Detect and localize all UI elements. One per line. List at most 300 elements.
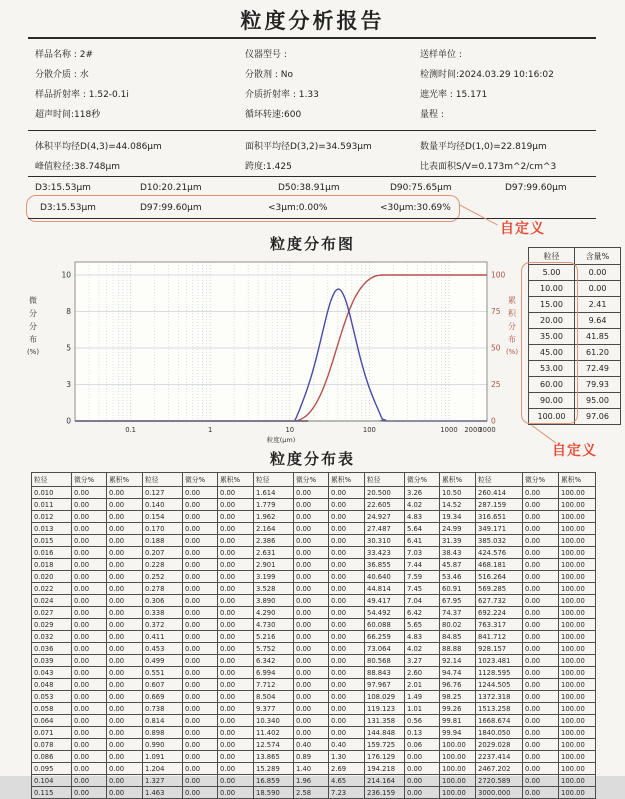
dist-table-row (32, 499, 596, 511)
dist-diff-cell: 0.89 (294, 751, 329, 763)
dist-diff-cell: 0.00 (183, 655, 218, 667)
dist-diff-cell: 0.00 (183, 739, 218, 751)
dist-diff-cell: 0.00 (72, 715, 107, 727)
dist-size-cell: 1244.505 (476, 679, 523, 691)
dvalues-row (35, 183, 595, 193)
dist-size-cell: 0.411 (143, 631, 183, 643)
dist-table-row (32, 739, 596, 751)
dist-cum-cell: 96.76 (440, 679, 476, 691)
dist-table-row (32, 679, 596, 691)
custom-values-row (40, 203, 470, 213)
dist-cum-cell: 0.00 (329, 523, 365, 535)
dist-cum-cell: 7.23 (329, 787, 365, 799)
info-row (35, 107, 595, 120)
side-column-highlight-box (521, 262, 578, 424)
dist-cum-cell: 0.00 (107, 607, 143, 619)
dist-diff-cell: 0.00 (405, 751, 440, 763)
dist-cum-cell: 100.00 (559, 655, 596, 667)
dist-size-cell: 0.207 (143, 547, 183, 559)
dist-size-cell: 2.901 (254, 559, 294, 571)
dist-diff-cell: 0.00 (523, 787, 559, 799)
dist-cum-cell: 0.00 (218, 679, 254, 691)
custom-annotation-label: 自定义 (552, 443, 597, 459)
dist-cum-cell: 31.39 (440, 535, 476, 547)
dist-cum-cell: 100.00 (559, 595, 596, 607)
dist-cum-cell: 0.00 (107, 511, 143, 523)
dist-size-cell: 0.039 (32, 655, 72, 667)
dist-cum-cell: 100.00 (559, 727, 596, 739)
dist-cum-cell: 0.00 (218, 739, 254, 751)
dist-size-cell: 0.011 (32, 499, 72, 511)
dist-diff-cell: 2.01 (405, 679, 440, 691)
dist-size-cell: 1023.481 (476, 655, 523, 667)
dist-diff-cell: 1.01 (405, 703, 440, 715)
dist-cum-cell: 10.50 (440, 487, 476, 499)
dist-cum-cell: 100.00 (440, 787, 476, 799)
dist-size-cell: 1128.595 (476, 667, 523, 679)
dist-diff-cell: 0.00 (72, 559, 107, 571)
dist-diff-cell: 0.00 (294, 487, 329, 499)
dist-diff-cell: 0.00 (72, 679, 107, 691)
dist-size-cell: 0.278 (143, 583, 183, 595)
dist-cum-cell: 0.00 (329, 547, 365, 559)
dist-diff-cell: 0.00 (523, 751, 559, 763)
dist-diff-cell: 0.00 (183, 511, 218, 523)
dist-size-cell: 0.043 (32, 667, 72, 679)
dist-cum-cell: 0.00 (218, 703, 254, 715)
dist-size-cell: 40.640 (365, 571, 405, 583)
dist-diff-cell: 0.00 (294, 571, 329, 583)
dist-diff-cell: 0.00 (183, 583, 218, 595)
dist-diff-cell: 0.00 (405, 787, 440, 799)
right-tick-label: 25 (491, 380, 501, 389)
dist-cum-cell: 38.43 (440, 547, 476, 559)
dist-size-cell: 841.712 (476, 631, 523, 643)
x-tick-label: 1 (208, 426, 213, 434)
dist-table-header: 微分% (405, 473, 440, 487)
dist-size-cell: 7.712 (254, 679, 294, 691)
dist-table-row (32, 643, 596, 655)
side-table-cell: 5.00 (529, 265, 575, 281)
dist-diff-cell: 0.00 (72, 787, 107, 799)
dist-size-cell: 0.170 (143, 523, 183, 535)
dist-cum-cell: 100.00 (559, 631, 596, 643)
divider (28, 176, 596, 177)
dist-diff-cell: 0.00 (294, 703, 329, 715)
dist-cum-cell: 100.00 (559, 499, 596, 511)
dist-size-cell: 3.890 (254, 595, 294, 607)
dist-size-cell: 0.016 (32, 547, 72, 559)
dist-size-cell: 0.551 (143, 667, 183, 679)
dist-diff-cell: 0.00 (523, 715, 559, 727)
dist-size-cell: 236.159 (365, 787, 405, 799)
dist-cum-cell: 0.00 (218, 655, 254, 667)
dist-cum-cell: 0.00 (107, 763, 143, 775)
dist-size-cell: 627.732 (476, 595, 523, 607)
dist-table-header: 微分% (72, 473, 107, 487)
dist-diff-cell: 0.00 (72, 703, 107, 715)
dist-cum-cell: 0.00 (107, 739, 143, 751)
dist-diff-cell: 0.00 (72, 655, 107, 667)
dist-cum-cell: 0.00 (107, 667, 143, 679)
dist-diff-cell: 0.00 (72, 583, 107, 595)
dist-cum-cell: 0.00 (107, 787, 143, 799)
dist-diff-cell: 0.00 (183, 643, 218, 655)
dist-diff-cell: 0.00 (523, 763, 559, 775)
dist-cum-cell: 0.00 (218, 667, 254, 679)
dist-cum-cell: 88.88 (440, 643, 476, 655)
dist-size-cell: 1.779 (254, 499, 294, 511)
dist-diff-cell: 0.00 (523, 691, 559, 703)
dist-cum-cell: 14.52 (440, 499, 476, 511)
dist-diff-cell: 0.00 (183, 619, 218, 631)
dist-size-cell: 36.855 (365, 559, 405, 571)
dist-size-cell: 30.310 (365, 535, 405, 547)
dist-cum-cell: 0.00 (329, 583, 365, 595)
dist-diff-cell: 0.40 (294, 739, 329, 751)
dist-diff-cell: 0.00 (183, 547, 218, 559)
dist-diff-cell: 0.00 (523, 559, 559, 571)
dist-diff-cell: 7.59 (405, 571, 440, 583)
dist-cum-cell: 100.00 (440, 751, 476, 763)
dist-table-header: 粒径 (32, 473, 72, 487)
dist-size-cell: 569.285 (476, 583, 523, 595)
dist-diff-cell: 0.00 (183, 487, 218, 499)
d-value: D97:99.60μm (505, 183, 567, 193)
dist-table-row (32, 487, 596, 499)
left-tick-label: 10 (61, 270, 71, 280)
dist-table-header: 粒径 (476, 473, 523, 487)
dist-cum-cell: 100.00 (559, 607, 596, 619)
dist-cum-cell: 0.00 (329, 487, 365, 499)
x-axis-title: 粒度(μm) (266, 436, 296, 444)
dist-size-cell: 1.962 (254, 511, 294, 523)
dist-diff-cell: 0.00 (72, 691, 107, 703)
dist-table-row (32, 775, 596, 787)
dist-table-header-row (32, 473, 596, 487)
dist-table-row (32, 607, 596, 619)
side-table-cell: 15.00 (529, 297, 575, 313)
dist-size-cell: 27.487 (365, 523, 405, 535)
dist-table-header: 微分% (294, 473, 329, 487)
dist-size-cell: 0.012 (32, 511, 72, 523)
dist-diff-cell: 0.00 (523, 739, 559, 751)
dist-cum-cell: 0.00 (329, 619, 365, 631)
dist-cum-cell: 0.00 (218, 691, 254, 703)
dist-table-row (32, 523, 596, 535)
dist-cum-cell: 100.00 (559, 679, 596, 691)
dist-cum-cell: 100.00 (559, 559, 596, 571)
dist-cum-cell: 99.26 (440, 703, 476, 715)
dist-diff-cell: 0.00 (72, 535, 107, 547)
dist-diff-cell: 0.00 (183, 775, 218, 787)
dist-size-cell: 44.814 (365, 583, 405, 595)
dist-diff-cell: 0.06 (405, 739, 440, 751)
dist-diff-cell: 1.96 (294, 775, 329, 787)
dist-size-cell: 5.216 (254, 631, 294, 643)
dist-size-cell: 131.358 (365, 715, 405, 727)
dist-size-cell: 316.651 (476, 511, 523, 523)
dist-diff-cell: 0.00 (183, 703, 218, 715)
dist-size-cell: 194.218 (365, 763, 405, 775)
dist-diff-cell: 6.41 (405, 535, 440, 547)
dist-diff-cell: 5.64 (405, 523, 440, 535)
dist-size-cell: 0.814 (143, 715, 183, 727)
dist-diff-cell: 0.00 (183, 559, 218, 571)
dist-cum-cell: 60.91 (440, 583, 476, 595)
dist-cum-cell: 0.00 (107, 619, 143, 631)
dist-cum-cell: 100.00 (440, 739, 476, 751)
dist-diff-cell: 0.00 (294, 715, 329, 727)
info-field: 样品折射率 : 1.52-0.1i (35, 90, 129, 100)
divider (28, 130, 596, 131)
dist-size-cell: 0.048 (32, 679, 72, 691)
dist-diff-cell: 0.00 (405, 763, 440, 775)
left-tick-label: 8 (66, 307, 71, 316)
dist-cum-cell: 100.00 (559, 763, 596, 775)
dist-size-cell: 54.492 (365, 607, 405, 619)
dist-size-cell: 12.574 (254, 739, 294, 751)
dist-diff-cell: 0.00 (294, 679, 329, 691)
dist-diff-cell: 0.00 (183, 691, 218, 703)
chart-canvas (20, 253, 525, 448)
dist-diff-cell: 0.00 (72, 727, 107, 739)
dist-cum-cell: 0.00 (107, 595, 143, 607)
dist-diff-cell: 0.00 (72, 511, 107, 523)
dist-diff-cell: 3.26 (405, 487, 440, 499)
side-table-cell: 20.00 (529, 313, 575, 329)
dist-cum-cell: 100.00 (440, 775, 476, 787)
dist-size-cell: 66.259 (365, 631, 405, 643)
custom-annotation-label: 自定义 (500, 221, 545, 237)
dist-diff-cell: 0.00 (183, 751, 218, 763)
dist-size-cell: 176.129 (365, 751, 405, 763)
dist-size-cell: 2720.589 (476, 775, 523, 787)
dist-diff-cell: 5.65 (405, 619, 440, 631)
dist-diff-cell: 0.00 (294, 691, 329, 703)
dist-cum-cell: 0.00 (107, 535, 143, 547)
dist-size-cell: 0.990 (143, 739, 183, 751)
dist-size-cell: 287.159 (476, 499, 523, 511)
dist-diff-cell: 0.00 (183, 595, 218, 607)
dist-cum-cell: 0.00 (218, 751, 254, 763)
dist-diff-cell: 0.13 (405, 727, 440, 739)
dist-table-row (32, 595, 596, 607)
dist-cum-cell: 0.00 (218, 727, 254, 739)
dist-size-cell: 0.027 (32, 607, 72, 619)
dist-size-cell: 0.154 (143, 511, 183, 523)
side-table-cell: 0.00 (575, 265, 621, 281)
dist-cum-cell: 0.00 (218, 643, 254, 655)
dist-diff-cell: 0.00 (523, 775, 559, 787)
dist-cum-cell: 1.30 (329, 751, 365, 763)
dist-diff-cell: 0.00 (523, 727, 559, 739)
info-field: 分散剂 : No (245, 70, 293, 80)
dist-size-cell: 0.013 (32, 523, 72, 535)
dist-size-cell: 0.078 (32, 739, 72, 751)
side-table-cell: 60.00 (529, 377, 575, 393)
dist-diff-cell: 0.00 (294, 559, 329, 571)
dist-diff-cell: 2.60 (405, 667, 440, 679)
dist-diff-cell: 0.00 (72, 643, 107, 655)
dist-size-cell: 16.859 (254, 775, 294, 787)
dist-cum-cell: 0.00 (218, 775, 254, 787)
custom-value: D3:15.53μm (40, 203, 96, 213)
dist-diff-cell: 0.00 (294, 595, 329, 607)
dist-size-cell: 1.327 (143, 775, 183, 787)
info-field: 遮光率 : 15.171 (420, 90, 488, 100)
divider (28, 37, 596, 39)
dist-size-cell: 0.029 (32, 619, 72, 631)
dist-table-row (32, 631, 596, 643)
dist-cum-cell: 0.00 (218, 787, 254, 799)
dist-size-cell: 2.631 (254, 547, 294, 559)
dist-cum-cell: 80.02 (440, 619, 476, 631)
dist-cum-cell: 100.00 (559, 751, 596, 763)
dist-size-cell: 11.402 (254, 727, 294, 739)
dist-size-cell: 0.104 (32, 775, 72, 787)
dist-table-row (32, 727, 596, 739)
dist-diff-cell: 0.00 (183, 571, 218, 583)
average-field: 数量平均径D(1,0)=22.819μm (420, 142, 547, 152)
dist-diff-cell: 0.00 (72, 571, 107, 583)
dist-table-row (32, 619, 596, 631)
dist-diff-cell: 1.49 (405, 691, 440, 703)
dist-cum-cell: 99.94 (440, 727, 476, 739)
dist-diff-cell: 0.00 (294, 631, 329, 643)
dist-size-cell: 0.127 (143, 487, 183, 499)
dist-size-cell: 49.417 (365, 595, 405, 607)
dist-diff-cell: 0.00 (523, 511, 559, 523)
averages-row (35, 159, 595, 172)
dist-table-row (32, 691, 596, 703)
dist-cum-cell: 0.00 (107, 583, 143, 595)
page-title: 粒度分析报告 (240, 9, 385, 33)
dist-cum-cell: 100.00 (559, 571, 596, 583)
side-table-cell: 45.00 (529, 345, 575, 361)
custom-value: <3μm:0.00% (268, 203, 328, 213)
dist-table-row (32, 667, 596, 679)
dist-size-cell: 6.994 (254, 667, 294, 679)
dist-size-cell: 6.342 (254, 655, 294, 667)
x-tick-label: 3000 (478, 426, 496, 434)
dist-size-cell: 10.340 (254, 715, 294, 727)
dist-cum-cell: 0.00 (329, 631, 365, 643)
dist-cum-cell: 0.00 (329, 571, 365, 583)
dist-diff-cell: 0.00 (72, 751, 107, 763)
dist-size-cell: 119.123 (365, 703, 405, 715)
dist-table-header: 累积% (107, 473, 143, 487)
dist-cum-cell: 0.00 (107, 703, 143, 715)
dist-table-row (32, 571, 596, 583)
dist-diff-cell: 4.02 (405, 499, 440, 511)
dist-size-cell: 1.614 (254, 487, 294, 499)
dist-table-row (32, 655, 596, 667)
dist-size-cell: 0.607 (143, 679, 183, 691)
d-value: D10:20.21μm (140, 183, 202, 193)
dist-size-cell: 214.164 (365, 775, 405, 787)
dist-diff-cell: 0.00 (183, 667, 218, 679)
dist-size-cell: 4.290 (254, 607, 294, 619)
dist-cum-cell: 24.99 (440, 523, 476, 535)
dist-size-cell: 516.264 (476, 571, 523, 583)
dist-cum-cell: 0.00 (218, 631, 254, 643)
dist-table-row (32, 547, 596, 559)
dist-size-cell: 0.188 (143, 535, 183, 547)
dist-table-header: 微分% (183, 473, 218, 487)
dist-diff-cell: 0.00 (72, 595, 107, 607)
side-table-cell: 79.93 (575, 377, 621, 393)
dist-diff-cell: 0.00 (72, 739, 107, 751)
side-table-cell: 90.00 (529, 393, 575, 409)
dist-size-cell: 1372.318 (476, 691, 523, 703)
dist-diff-cell: 0.00 (72, 631, 107, 643)
dist-diff-cell: 0.00 (294, 607, 329, 619)
dist-size-cell: 763.317 (476, 619, 523, 631)
info-field: 送样单位 : (420, 50, 462, 60)
dist-diff-cell: 0.00 (294, 547, 329, 559)
side-table-header: 含量% (575, 248, 621, 265)
dist-diff-cell: 0.00 (294, 583, 329, 595)
dist-diff-cell: 0.00 (72, 547, 107, 559)
dist-diff-cell: 0.00 (183, 763, 218, 775)
dist-diff-cell: 0.00 (523, 547, 559, 559)
dist-size-cell: 88.843 (365, 667, 405, 679)
dist-diff-cell: 4.83 (405, 631, 440, 643)
annotation-connector-line (459, 204, 498, 226)
info-field: 分散介质 : 水 (35, 70, 89, 80)
dist-diff-cell: 0.00 (294, 523, 329, 535)
dist-size-cell: 0.053 (32, 691, 72, 703)
dist-cum-cell: 0.00 (107, 547, 143, 559)
dist-diff-cell: 1.40 (294, 763, 329, 775)
dist-table-header: 累积% (559, 473, 596, 487)
dist-cum-cell: 0.00 (107, 679, 143, 691)
dist-diff-cell: 0.00 (523, 499, 559, 511)
info-row (35, 67, 595, 80)
average-field: 体积平均径D(4,3)=44.086μm (35, 142, 162, 152)
dist-size-cell: 0.372 (143, 619, 183, 631)
dist-diff-cell: 0.00 (523, 571, 559, 583)
dist-diff-cell: 0.00 (72, 763, 107, 775)
dist-table-row (32, 703, 596, 715)
side-table-cell: 9.64 (575, 313, 621, 329)
dist-size-cell: 0.086 (32, 751, 72, 763)
dist-diff-cell: 0.00 (183, 787, 218, 799)
dist-size-cell: 0.010 (32, 487, 72, 499)
dist-diff-cell: 0.00 (183, 535, 218, 547)
dist-cum-cell: 100.00 (559, 739, 596, 751)
dist-table-row (32, 559, 596, 571)
dist-table-header: 累积% (329, 473, 365, 487)
dist-size-cell: 0.024 (32, 595, 72, 607)
dist-cum-cell: 0.00 (329, 691, 365, 703)
dist-cum-cell: 67.95 (440, 595, 476, 607)
side-table-cell: 10.00 (529, 281, 575, 297)
dist-diff-cell: 0.00 (523, 607, 559, 619)
dist-cum-cell: 0.00 (329, 727, 365, 739)
info-field: 检测时间:2024.03.29 10:16:02 (420, 70, 554, 80)
dist-cum-cell: 100.00 (559, 775, 596, 787)
dist-diff-cell: 0.00 (523, 595, 559, 607)
dist-diff-cell: 0.00 (523, 583, 559, 595)
dist-cum-cell: 100.00 (559, 487, 596, 499)
dist-size-cell: 73.064 (365, 643, 405, 655)
dist-size-cell: 60.088 (365, 619, 405, 631)
dist-size-cell: 5.752 (254, 643, 294, 655)
dist-cum-cell: 0.00 (329, 667, 365, 679)
left-tick-label: 3 (66, 380, 71, 389)
